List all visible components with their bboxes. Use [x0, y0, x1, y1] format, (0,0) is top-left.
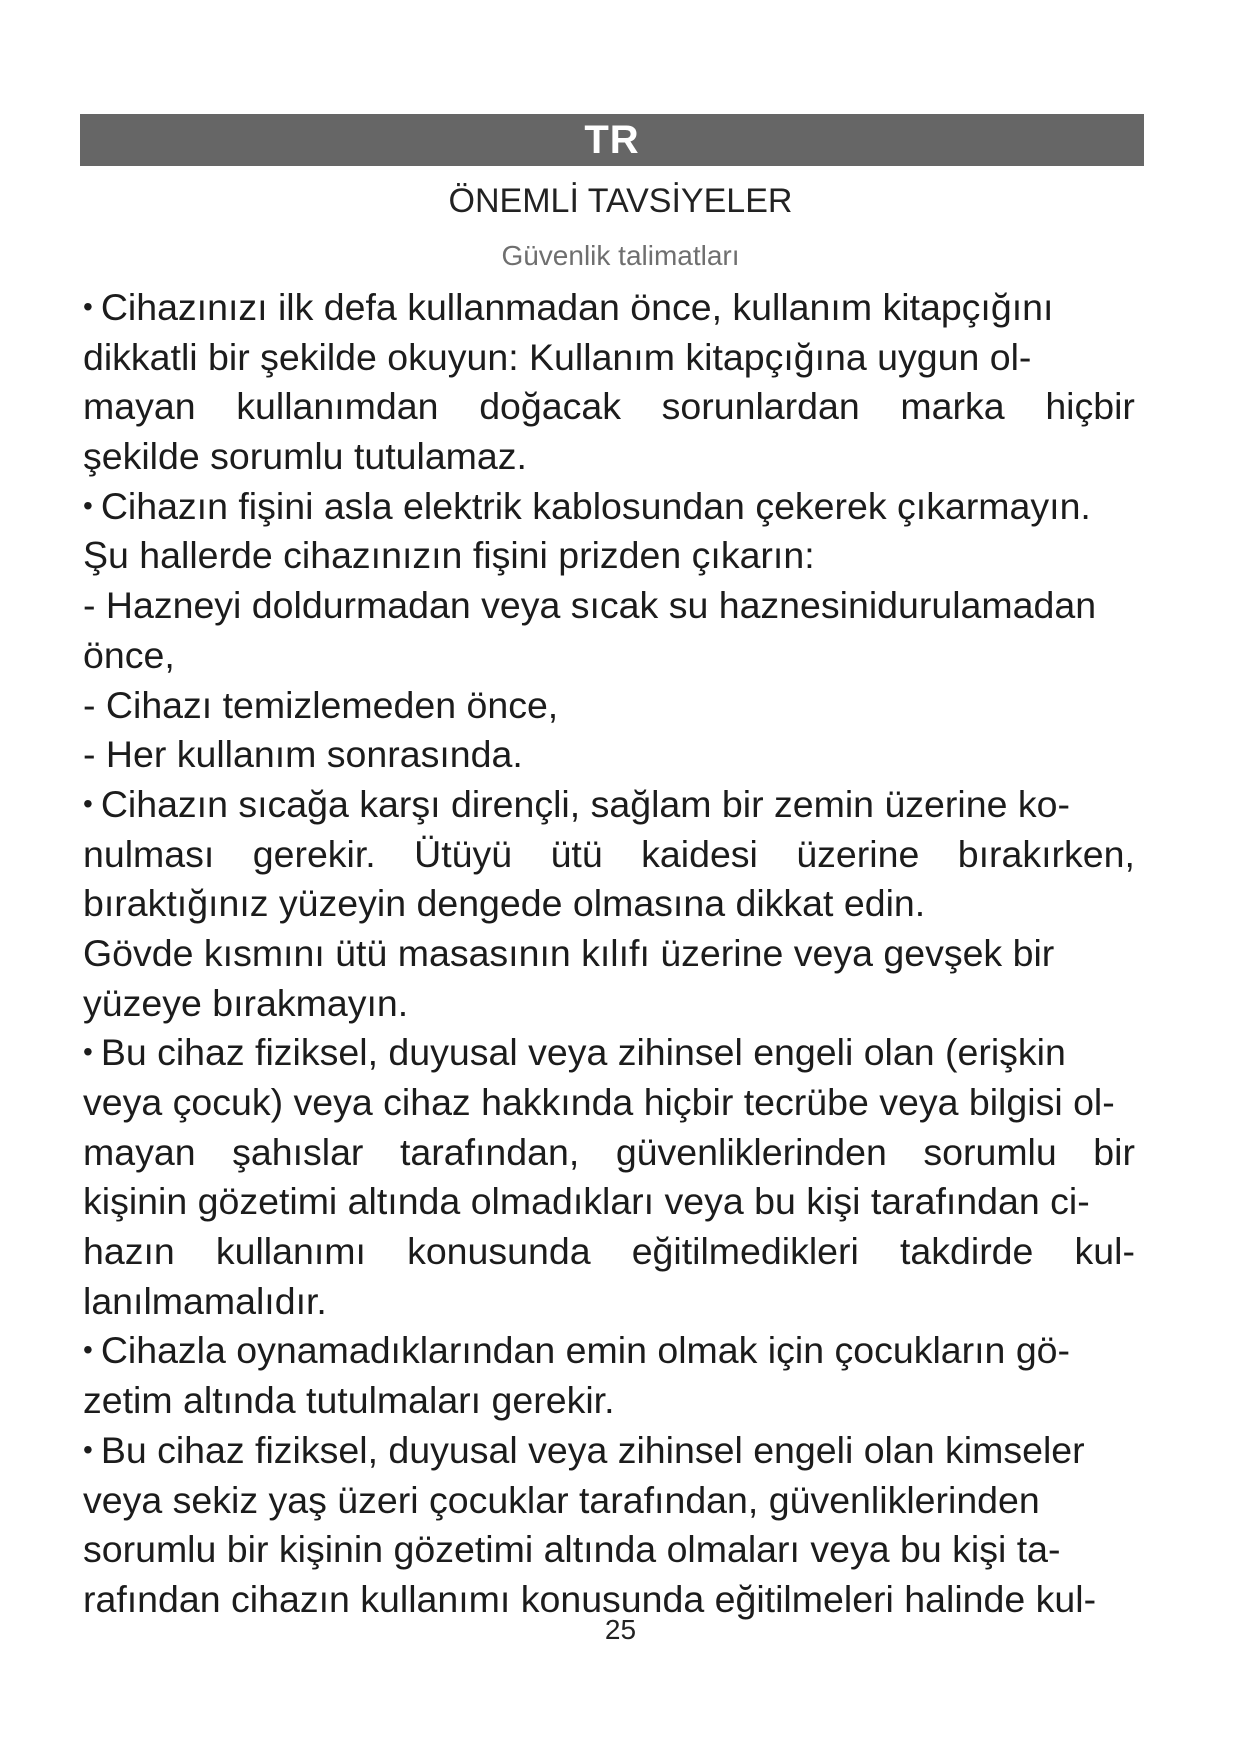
word: ütü [550, 832, 603, 875]
word: üzerine [796, 832, 920, 875]
bullet-icon: • [83, 1433, 93, 1465]
text-line: • Bu cihaz fiziksel, duyusal veya zihinsel engeli olan (erişkin [83, 1031, 1066, 1074]
word: kul- [1074, 1230, 1135, 1273]
text-line: kişinin gözetimi altında olmadıkları veya bu kişi tarafından ci- [83, 1180, 1090, 1223]
word: bir [1093, 1130, 1135, 1173]
text-line: veya sekiz yaş üzeri çocuklar tarafından, güvenliklerinden [83, 1478, 1040, 1521]
word: takdirde [899, 1230, 1034, 1273]
text-line: • Cihazınızı ilk defa kullanmadan önce, kullanım kitapçığını [83, 286, 1054, 328]
word: kullanımı [215, 1230, 366, 1273]
page-subtitle: Güvenlik talimatları [501, 240, 740, 271]
text-line [83, 1128, 1135, 1178]
word: hiçbir [1045, 385, 1135, 428]
text-line [83, 830, 1135, 880]
word: Ütüyü [414, 832, 513, 875]
bullet-icon: • [83, 1036, 93, 1068]
language-code: TR [584, 117, 640, 162]
text-line: • Cihazın sıcağa karşı dirençli, sağlam bir zemin üzerine ko- [83, 782, 1070, 825]
word: kaidesi [641, 832, 758, 875]
bullet-icon: • [83, 291, 93, 322]
text-line: sorumlu bir kişinin gözetimi altında olmaları veya bu kişi ta- [83, 1528, 1061, 1571]
word: bırakırken, [957, 832, 1135, 875]
bullet-icon: • [83, 787, 93, 819]
text-line: • Bu cihaz fiziksel, duyusal veya zihinsel engeli olan kimseler [83, 1428, 1085, 1471]
text-line: bıraktığınız yüzeyin dengede olmasına dikkat edin. [83, 882, 926, 925]
text-line: lanılmamalıdır. [83, 1279, 327, 1322]
word: şahıslar [232, 1130, 364, 1173]
text-line: veya çocuk) veya cihaz hakkında hiçbir tecrübe veya bilgisi ol- [83, 1081, 1115, 1123]
word: tarafından, [399, 1130, 580, 1173]
word: kullanımdan [236, 385, 439, 428]
word: mayan [83, 1130, 196, 1173]
text-line: - Her kullanım sonrasında. [83, 733, 523, 776]
text-line: Gövde kısmını ütü masasının kılıfı üzerine veya gevşek bir [83, 931, 1055, 974]
word: sorunlardan [661, 385, 860, 428]
text-line [83, 382, 1135, 432]
word: konusunda [407, 1230, 591, 1273]
page-number: 25 [604, 1614, 637, 1645]
word: güvenliklerinden [615, 1130, 887, 1173]
text-line: şekilde sorumlu tutulamaz. [83, 435, 527, 478]
text-line: - Hazneyi doldurmadan veya sıcak su haznesinidurulamadan [83, 584, 1097, 627]
word: marka [900, 385, 1005, 428]
bullet-icon: • [83, 489, 93, 521]
text-line: • Cihazın fişini asla elektrik kablosundan çekerek çıkarmayın. [83, 484, 1091, 527]
text-line: önce, [83, 633, 175, 676]
text-line: zetim altında tutulmaları gerekir. [83, 1379, 615, 1422]
text-line [83, 1227, 1135, 1277]
word: eğitilmedikleri [631, 1230, 859, 1273]
bullet-icon: • [83, 1334, 93, 1366]
text-line: yüzeye bırakmayın. [83, 981, 409, 1024]
text-line: - Cihazı temizlemeden önce, [83, 683, 559, 726]
instructions-body [83, 283, 1203, 1625]
word: mayan [83, 385, 196, 428]
text-line: rafından cihazın kullanımı konusunda eğitilmeleri halinde kul- [83, 1577, 1097, 1620]
language-header-bar [80, 114, 1144, 166]
text-line: dikkatli bir şekilde okuyun: Kullanım kitapçığına uygun ol- [83, 335, 1032, 378]
word: gerekir. [252, 832, 376, 875]
word: doğacak [479, 385, 621, 428]
text-line: • Cihazla oynamadıklarından emin olmak için çocukların gö- [83, 1329, 1071, 1372]
word: hazın [83, 1230, 175, 1273]
word: sorumlu [923, 1130, 1057, 1173]
page-title: ÖNEMLİ TAVSİYELER [448, 182, 793, 220]
text-line: Şu hallerde cihazınızın fişini prizden çıkarın: [83, 534, 815, 577]
word: nulması [83, 832, 215, 875]
